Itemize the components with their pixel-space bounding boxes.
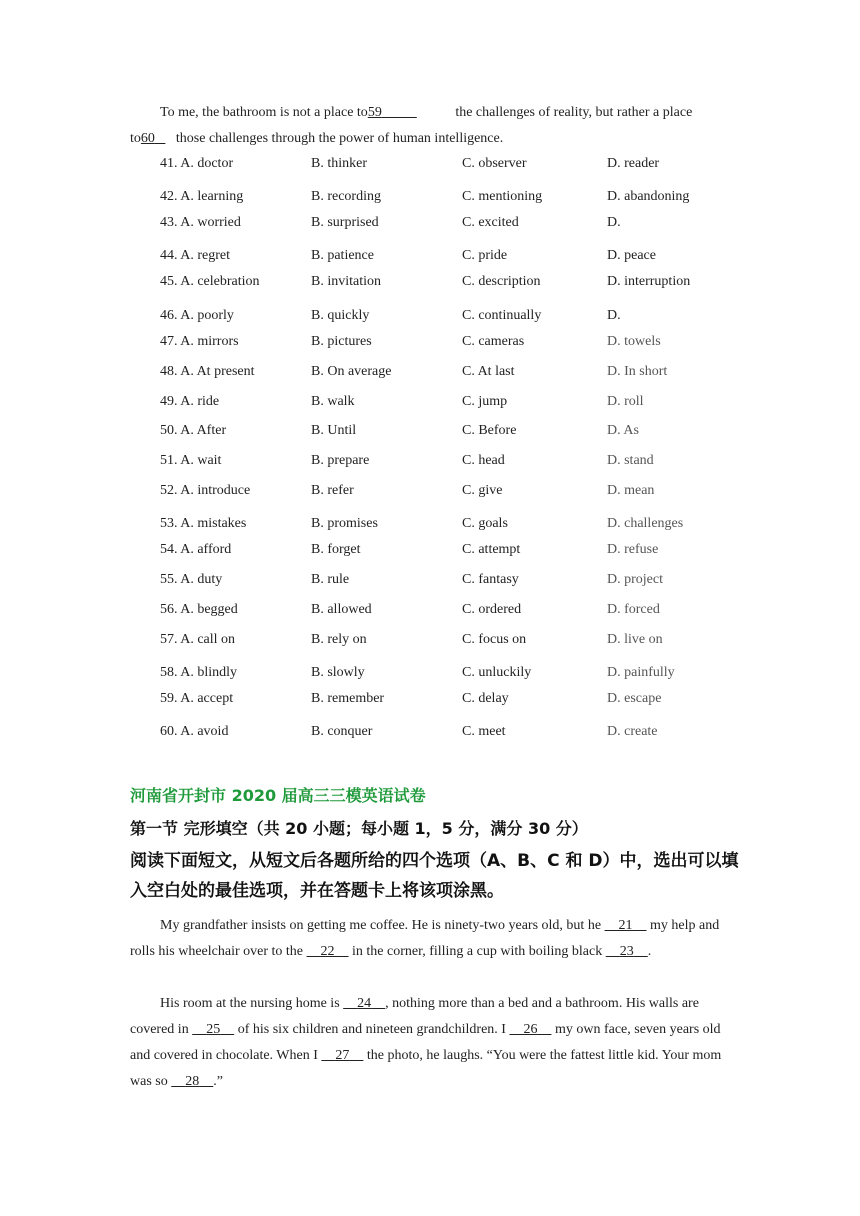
option-b: B. On average (311, 364, 392, 379)
option-b: B. rely on (311, 632, 367, 647)
blank-26: 26 (523, 1022, 538, 1037)
option-c: C. head (462, 453, 505, 468)
intro-text-1: To me, the bathroom is not a place to (160, 105, 368, 120)
option-a: 43. A. worried (160, 215, 241, 230)
option-c: C. goals (462, 516, 508, 531)
option-d: D. roll (607, 394, 644, 409)
option-row (0, 453, 860, 473)
option-b: B. recording (311, 189, 381, 204)
option-row (0, 248, 860, 268)
source-title: 河南省开封市 2020 届高三三模英语试卷 (130, 786, 426, 805)
option-a: 54. A. afford (160, 542, 232, 557)
option-c: C. mentioning (462, 189, 543, 204)
option-d: D. challenges (607, 516, 684, 531)
option-a: 48. A. At present (160, 364, 255, 379)
option-a: 60. A. avoid (160, 724, 229, 739)
option-row (0, 572, 860, 592)
option-c: C. At last (462, 364, 515, 379)
option-d: D. abandoning (607, 189, 690, 204)
blank-21: 21 (618, 918, 633, 933)
option-c: C. attempt (462, 542, 521, 557)
option-a: 46. A. poorly (160, 308, 234, 323)
option-c: C. cameras (462, 334, 525, 349)
option-d: D. stand (607, 453, 654, 468)
option-c: C. ordered (462, 602, 522, 617)
intro-paragraph (130, 100, 730, 152)
option-a: 42. A. learning (160, 189, 244, 204)
option-row (0, 308, 860, 328)
option-c: C. description (462, 274, 541, 289)
option-b: B. walk (311, 394, 355, 409)
option-row (0, 483, 860, 503)
blank-60: 60 (140, 131, 155, 146)
option-c: C. unluckily (462, 665, 532, 680)
intro-text-3: place to (130, 105, 693, 146)
option-d: D. forced (607, 602, 660, 617)
option-b: B. conquer (311, 724, 373, 739)
option-b: B. patience (311, 248, 374, 263)
option-a: 52. A. introduce (160, 483, 251, 498)
option-b: B. quickly (311, 308, 370, 323)
option-c: C. continually (462, 308, 542, 323)
option-d: D. peace (607, 248, 656, 263)
option-c: C. Before (462, 423, 517, 438)
option-row (0, 189, 860, 209)
option-d: D. painfully (607, 665, 675, 680)
option-a: 51. A. wait (160, 453, 222, 468)
option-c: C. excited (462, 215, 519, 230)
option-c: C. jump (462, 394, 508, 409)
blank-27: 27 (335, 1048, 350, 1063)
option-b: B. allowed (311, 602, 372, 617)
option-b: B. thinker (311, 156, 367, 171)
option-d: D. mean (607, 483, 655, 498)
option-c: C. give (462, 483, 503, 498)
option-c: C. focus on (462, 632, 527, 647)
option-row (0, 394, 860, 414)
option-b: B. invitation (311, 274, 381, 289)
blank-24: 24 (357, 996, 372, 1011)
instruction-text: 阅读下面短文，从短文后各题所给的四个选项（A、B、C 和 D）中，选出可以填入空白处的最佳选项，并在答题卡上将该项涂黑。 (130, 851, 739, 901)
blank-22: 22 (320, 944, 335, 959)
story-paragraph-2: His room at the nursing home is 24 , nothing more than a bed and a bathroom. His walls are covered in 25 of his six children and nineteen grandchildren. I 26 my own face, seven years old and covered in chocolate. When I 27 the photo, he laughs. “You were the fattest little kid. Your mom was so 28 .” (130, 996, 722, 1089)
option-row (0, 665, 860, 685)
option-b: B. Until (311, 423, 357, 438)
option-d: D. In short (607, 364, 668, 379)
option-d: D. reader (607, 156, 660, 171)
option-d: D. escape (607, 691, 662, 706)
option-a: 56. A. begged (160, 602, 238, 617)
option-row (0, 691, 860, 711)
option-a: 41. A. doctor (160, 156, 234, 171)
option-d: D. create (607, 724, 658, 739)
option-b: B. prepare (311, 453, 370, 468)
option-row (0, 602, 860, 622)
intro-text-4: those challenges through the power of human intelligence. (175, 131, 504, 146)
option-row (0, 724, 860, 744)
option-c: C. meet (462, 724, 506, 739)
option-b: B. slowly (311, 665, 365, 680)
option-d: D. As (607, 423, 639, 438)
option-d: D. project (607, 572, 663, 587)
option-b: B. rule (311, 572, 350, 587)
intro-text-2: the challenges of reality, but rather a (455, 105, 660, 120)
option-b: B. remember (311, 691, 385, 706)
option-row (0, 274, 860, 294)
blank-23: 23 (619, 944, 634, 959)
option-d: D. (607, 215, 621, 230)
option-row (0, 334, 860, 354)
option-c: C. observer (462, 156, 527, 171)
blank-28: 28 (185, 1074, 200, 1089)
option-row (0, 156, 860, 176)
option-a: 47. A. mirrors (160, 334, 239, 349)
option-d: D. towels (607, 334, 661, 349)
option-row (0, 542, 860, 562)
option-row (0, 632, 860, 652)
option-a: 45. A. celebration (160, 274, 260, 289)
option-row (0, 423, 860, 443)
option-a: 49. A. ride (160, 394, 220, 409)
option-c: C. fantasy (462, 572, 519, 587)
option-b: B. refer (311, 483, 354, 498)
blank-25: 25 (206, 1022, 221, 1037)
option-row (0, 215, 860, 235)
story-paragraph-1: My grandfather insists on getting me coffee. He is ninety-two years old, but he 21 my help and rolls his wheelchair over to the 22 in the corner, filling a cup with boiling black 23 . (130, 918, 720, 959)
option-a: 44. A. regret (160, 248, 230, 263)
option-b: B. surprised (311, 215, 379, 230)
option-a: 50. A. After (160, 423, 227, 438)
part-heading: 第一节 完形填空（共 20 小题；每小题 1，5 分，满分 30 分） (130, 819, 588, 838)
blank-59: 59 (367, 105, 382, 120)
option-a: 55. A. duty (160, 572, 223, 587)
option-c: C. pride (462, 248, 508, 263)
option-d: D. live on (607, 632, 663, 647)
option-a: 58. A. blindly (160, 665, 238, 680)
option-b: B. forget (311, 542, 361, 557)
option-d: D. refuse (607, 542, 659, 557)
option-a: 57. A. call on (160, 632, 236, 647)
option-b: B. promises (311, 516, 378, 531)
option-row (0, 364, 860, 384)
option-b: B. pictures (311, 334, 372, 349)
option-a: 53. A. mistakes (160, 516, 247, 531)
option-a: 59. A. accept (160, 691, 234, 706)
option-d: D. interruption (607, 274, 691, 289)
option-d: D. (607, 308, 621, 323)
option-row (0, 516, 860, 536)
option-c: C. delay (462, 691, 509, 706)
